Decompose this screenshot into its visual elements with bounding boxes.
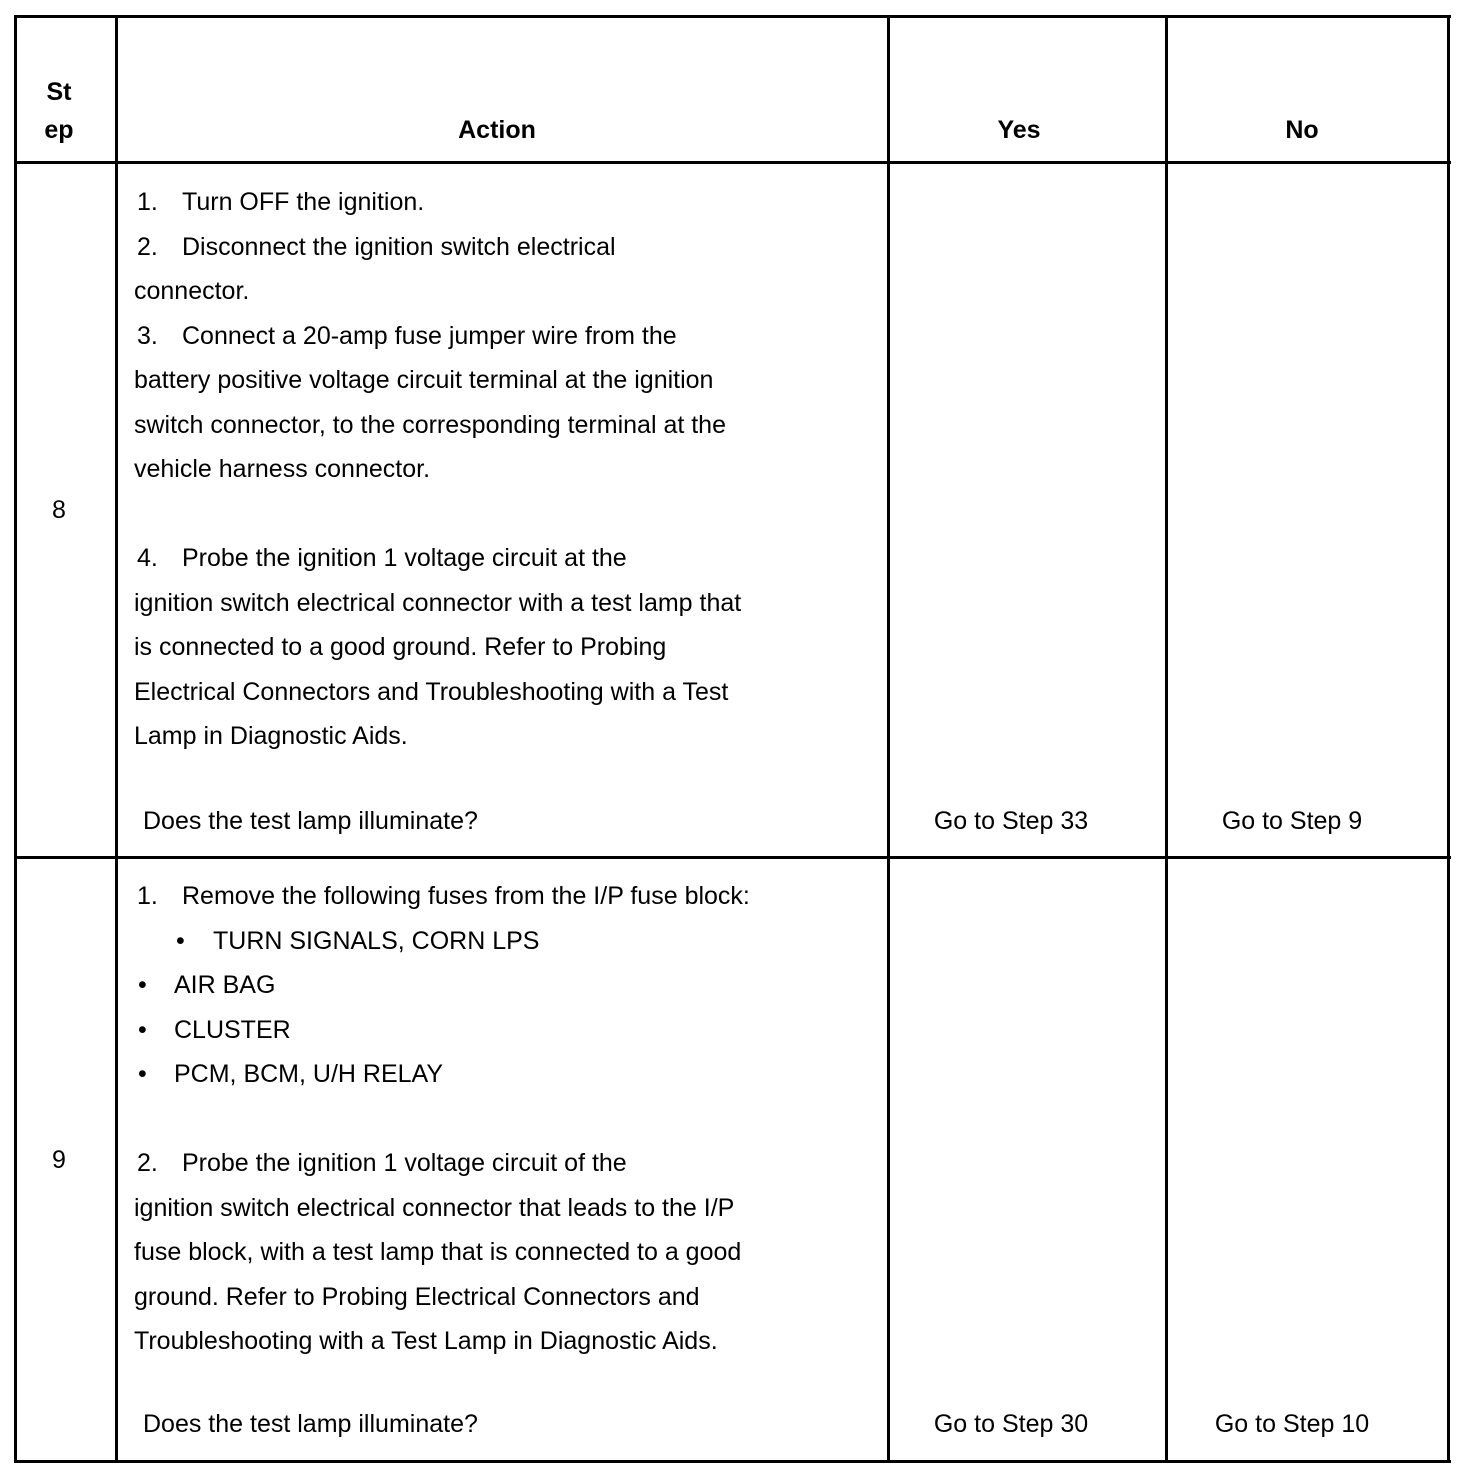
bullet-icon: • xyxy=(176,926,185,955)
fuse-item: AIR BAG xyxy=(174,971,276,999)
action-line: Probe the ignition 1 voltage circuit of the xyxy=(182,1149,627,1177)
step-number: 9 xyxy=(52,1146,66,1174)
row-divider xyxy=(14,856,1451,859)
col-divider-step xyxy=(115,15,118,1463)
bullet-icon: • xyxy=(138,1015,147,1044)
action-line: vehicle harness connector. xyxy=(134,455,431,483)
header-step-line2: ep xyxy=(44,116,74,144)
action-line: Lamp in Diagnostic Aids. xyxy=(134,722,408,750)
action-line: Remove the following fuses from the I/P fuse block: xyxy=(182,882,750,910)
header-step-line1: St xyxy=(46,78,72,106)
action-question: Does the test lamp illuminate? xyxy=(143,807,478,835)
list-number: 1. xyxy=(137,188,158,216)
header-yes: Yes xyxy=(997,116,1041,144)
list-number: 3. xyxy=(137,321,158,350)
action-line: Probe the ignition 1 voltage circuit at the xyxy=(182,544,627,572)
action-line: switch connector, to the corresponding terminal at the xyxy=(134,410,726,439)
yes-result: Go to Step 33 xyxy=(933,807,1089,835)
yes-result: Go to Step 30 xyxy=(933,1410,1089,1438)
list-number: 2. xyxy=(137,1149,158,1177)
header-divider xyxy=(14,161,1451,164)
action-line: ground. Refer to Probing Electrical Connectors and xyxy=(134,1282,700,1311)
col-divider-yes xyxy=(1165,15,1168,1463)
action-line: battery positive voltage circuit terminal at the ignition xyxy=(134,366,714,394)
fuse-item: CLUSTER xyxy=(174,1015,291,1044)
bullet-icon: • xyxy=(138,1060,147,1088)
list-number: 4. xyxy=(137,544,158,572)
action-line: Electrical Connectors and Troubleshooting with a Test xyxy=(134,677,729,706)
col-divider-action xyxy=(887,15,890,1463)
table-border-left xyxy=(14,15,17,1463)
action-line: connector. xyxy=(134,277,250,305)
fuse-item: TURN SIGNALS, CORN LPS xyxy=(213,926,540,955)
list-number: 1. xyxy=(137,882,158,910)
bullet-icon: • xyxy=(138,971,147,999)
fuse-item: PCM, BCM, U/H RELAY xyxy=(174,1060,444,1088)
action-line: Connect a 20-amp fuse jumper wire from the xyxy=(182,321,677,350)
table-border-bottom xyxy=(14,1460,1451,1463)
header-no: No xyxy=(1285,116,1319,144)
no-result: Go to Step 9 xyxy=(1221,807,1363,835)
step-number: 8 xyxy=(52,496,66,524)
header-action: Action xyxy=(458,116,536,144)
action-line: Troubleshooting with a Test Lamp in Diagnostic Aids. xyxy=(134,1327,718,1355)
action-question: Does the test lamp illuminate? xyxy=(143,1410,478,1438)
table-border-right xyxy=(1447,15,1450,1463)
action-line: is connected to a good ground. Refer to Probing xyxy=(134,633,667,661)
action-line: Turn OFF the ignition. xyxy=(182,188,425,216)
table-border-top xyxy=(14,15,1451,18)
list-number: 2. xyxy=(137,232,158,261)
action-line: Disconnect the ignition switch electrical xyxy=(182,232,616,261)
action-line: ignition switch electrical connector with a test lamp that xyxy=(134,588,742,617)
action-line: ignition switch electrical connector that leads to the I/P xyxy=(134,1193,735,1222)
no-result: Go to Step 10 xyxy=(1214,1410,1370,1438)
action-line: fuse block, with a test lamp that is connected to a good xyxy=(134,1238,742,1266)
